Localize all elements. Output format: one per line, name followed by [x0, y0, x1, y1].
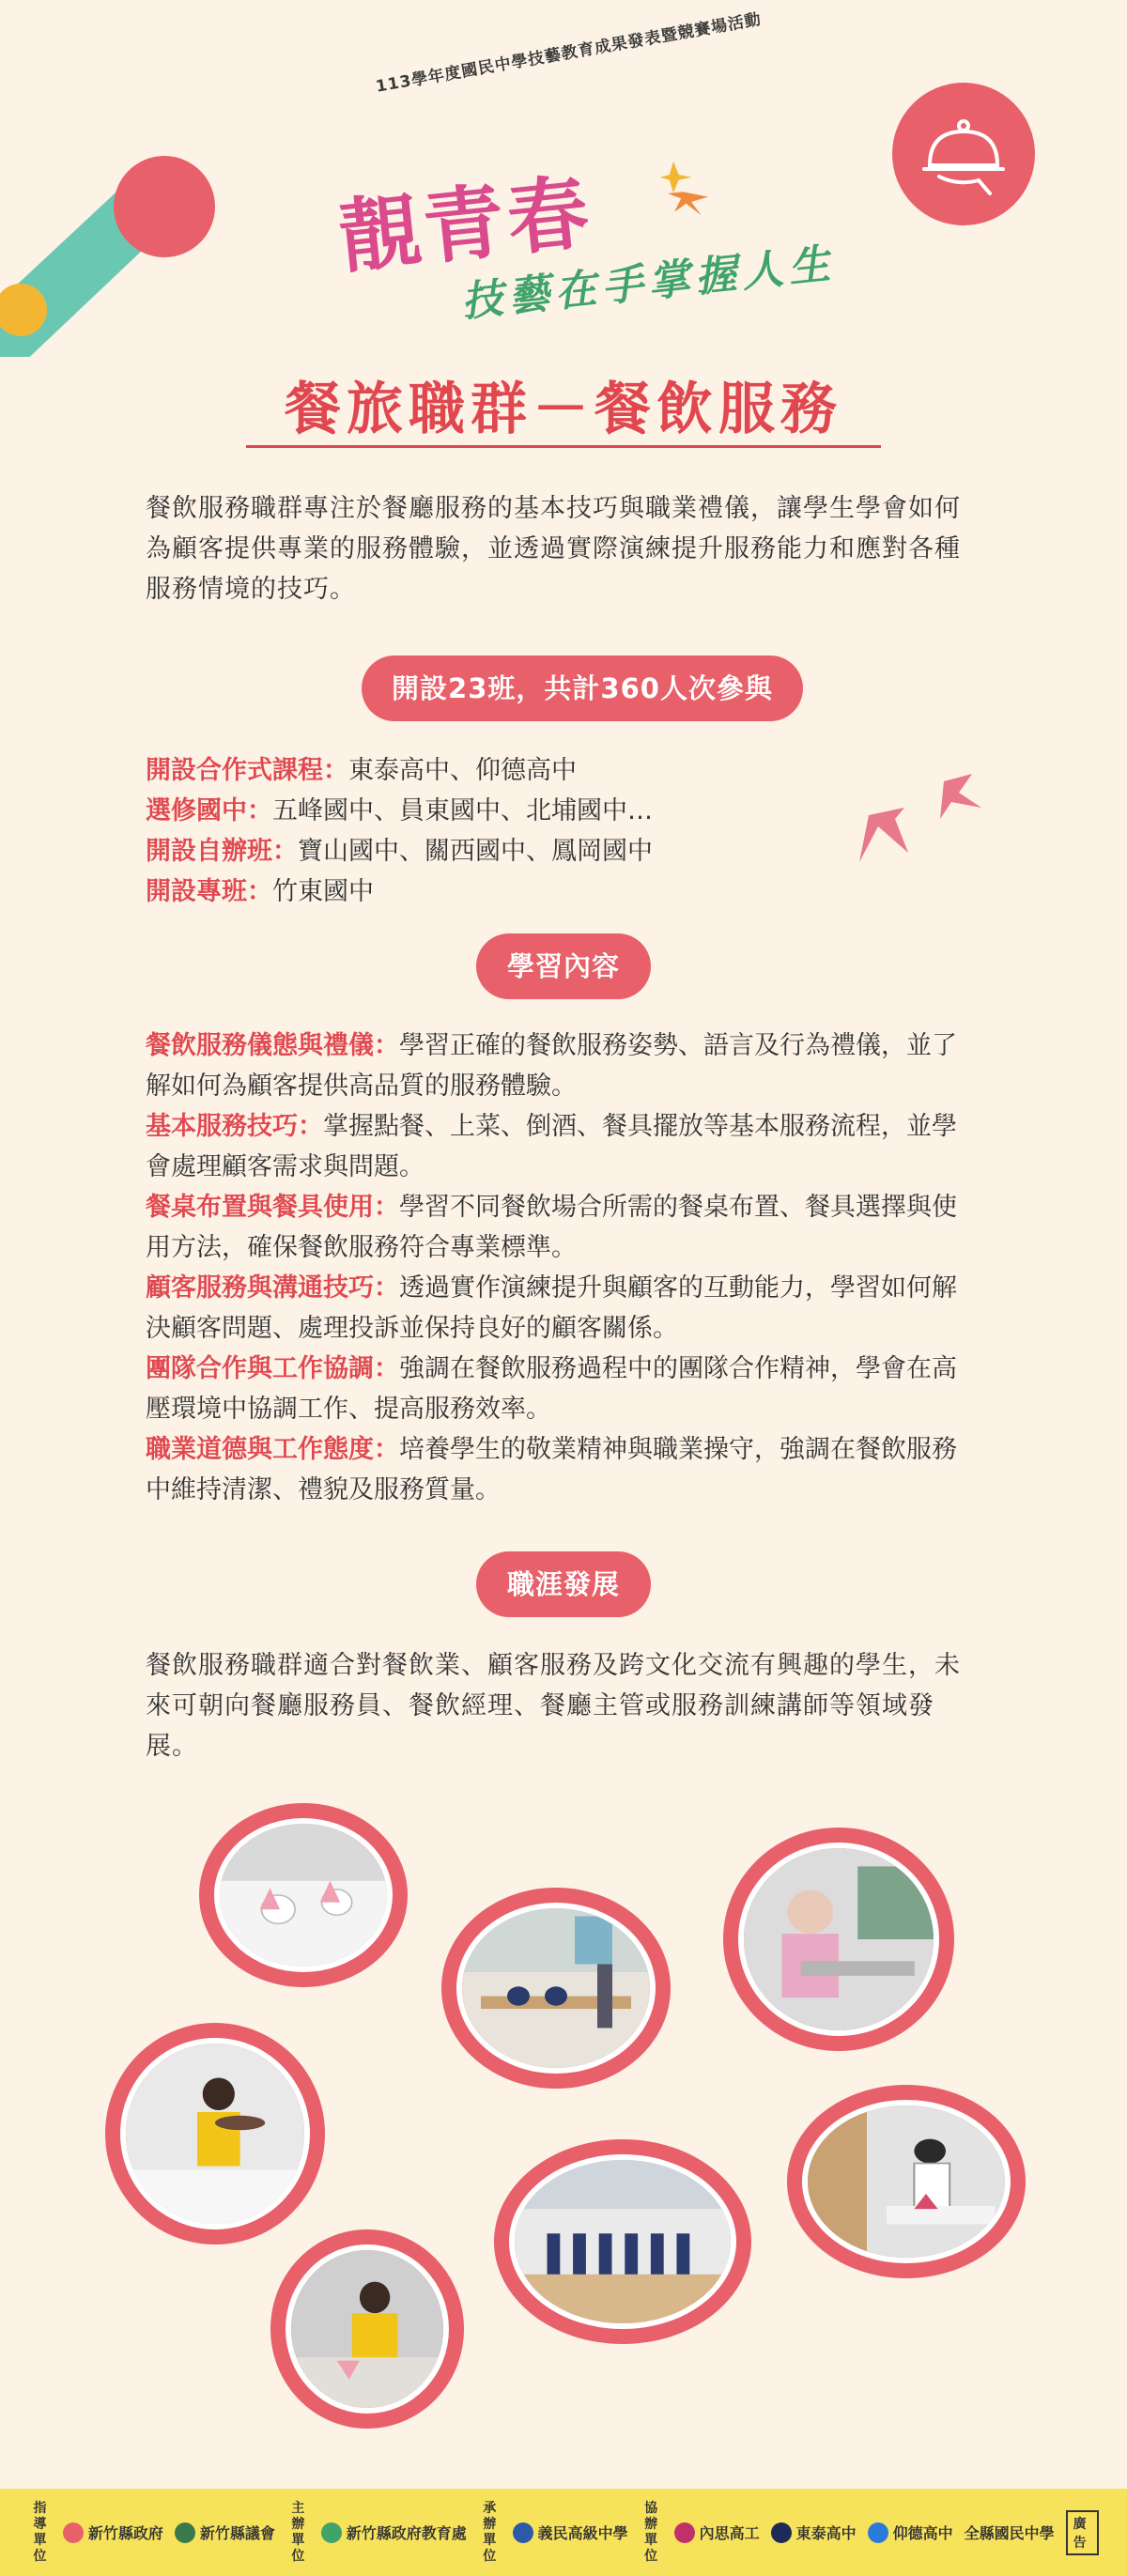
- page-title: 餐旅職群－餐飲服務: [285, 377, 842, 442]
- school-logo-icon: [674, 2522, 695, 2543]
- learning-item-value: 透過實作演練提升與顧客的互動能力，學習如何解決顧客問題、處理投訴並保持良好的顧客關係。: [146, 1273, 957, 1343]
- learning-list: [146, 1026, 981, 1510]
- assist-org: [965, 2522, 1055, 2543]
- learning-item-label: 餐桌布置與餐具使用：: [146, 1193, 399, 1222]
- organizer-role: 承辦單位: [483, 2500, 497, 2564]
- county-logo-icon: [63, 2522, 84, 2543]
- school-logo-icon: [868, 2522, 888, 2543]
- photo-students-lineup: [494, 2139, 751, 2344]
- photo-student-folding: [270, 2229, 464, 2429]
- schools-row-label: 開設專班：: [146, 877, 272, 906]
- photo-student-serving: [787, 2085, 1026, 2278]
- assist-role: 協辦單位: [644, 2500, 658, 2564]
- career-pill: 職涯發展: [476, 1551, 651, 1617]
- brand-title: 靚青春: [334, 164, 597, 285]
- host-role: 主辦單位: [291, 2500, 305, 2564]
- guide-org: [175, 2522, 275, 2543]
- photo-classroom: [441, 1888, 671, 2089]
- assist-org-name: 全縣國民中學: [964, 2524, 1055, 2542]
- learning-item: [146, 1026, 981, 1106]
- assist-org: [771, 2522, 857, 2543]
- sponsor-footer: [0, 2489, 1127, 2576]
- schools-row-label: 選修國中：: [146, 796, 272, 825]
- learning-item-value: 學習不同餐飲場合所需的餐桌布置、餐具選擇與使用方法，確保餐飲服務符合專業標準。: [146, 1193, 957, 1262]
- cloche-service-icon: [892, 83, 1035, 225]
- schools-row-value: 寶山國中、關西國中、鳳岡國中: [298, 837, 653, 866]
- council-logo-icon: [175, 2522, 195, 2543]
- guide-role: 指導單位: [33, 2500, 47, 2564]
- organizer-org: [513, 2522, 628, 2543]
- ad-label: 廣告: [1066, 2510, 1099, 2555]
- assist-org-name: 仰德高中: [892, 2524, 953, 2542]
- learning-item: [146, 1429, 981, 1510]
- guide-org-name: 新竹縣政府: [87, 2524, 163, 2542]
- host-org-name: 新竹縣政府教育處: [346, 2524, 467, 2542]
- schools-row-value: 竹東國中: [272, 877, 374, 906]
- schools-row-value: 東泰高中、仰德高中: [348, 756, 577, 785]
- education-logo-icon: [321, 2522, 342, 2543]
- arrow-decoration-icon: [850, 770, 991, 920]
- tagline: 技藝在手掌握人生: [458, 239, 839, 327]
- assist-org: [868, 2522, 953, 2543]
- yimin-logo-icon: [513, 2522, 533, 2543]
- learning-item: [146, 1268, 981, 1349]
- learning-item-value: 掌握點餐、上菜、倒酒、餐具擺放等基本服務流程，並學會處理顧客需求與問題。: [146, 1112, 957, 1181]
- comet-decoration: [0, 113, 225, 357]
- learning-pill: 學習內容: [476, 933, 651, 999]
- photo-student-napkin: [723, 1828, 954, 2051]
- learning-item: [146, 1349, 981, 1429]
- learning-item-value: 培養學生的敬業精神與職業操守，強調在餐飲服務中維持清潔、禮貌及服務質量。: [146, 1435, 957, 1504]
- sparkle-icon: [657, 160, 733, 225]
- learning-item-label: 團隊合作與工作協調：: [146, 1354, 399, 1383]
- organizer-org-name: 義民高級中學: [537, 2524, 628, 2542]
- classes-pill: 開設23班，共計360人次參與: [362, 656, 803, 721]
- learning-item-label: 顧客服務與溝通技巧：: [146, 1273, 399, 1303]
- guide-org-name: 新竹縣議會: [199, 2524, 275, 2542]
- assist-org: [674, 2522, 760, 2543]
- photo-student-tray: [105, 2023, 325, 2244]
- title-underline: [246, 445, 881, 448]
- learning-item: [146, 1187, 981, 1268]
- assist-org-name: 內思高工: [699, 2524, 760, 2542]
- learning-item-label: 職業道德與工作態度：: [146, 1435, 399, 1464]
- learning-item-value: 學習正確的餐飲服務姿勢、語言及行為禮儀，並了解如何為顧客提供高品質的服務體驗。: [146, 1031, 957, 1101]
- school-logo-icon: [771, 2522, 792, 2543]
- learning-item-label: 基本服務技巧：: [146, 1112, 323, 1141]
- career-paragraph: 餐飲服務職群適合對餐飲業、顧客服務及跨文化交流有興趣的學生，未來可朝向餐廳服務員、餐飲經理、餐廳主管或服務訓練講師等領域發展。: [146, 1651, 961, 1761]
- intro-paragraph: 餐飲服務職群專注於餐廳服務的基本技巧與職業禮儀，讓學生學會如何為顧客提供專業的服務體驗，並透過實際演練提升服務能力和應對各種服務情境的技巧。: [146, 494, 961, 604]
- assist-org-name: 東泰高中: [795, 2524, 857, 2542]
- schools-row-value: 五峰國中、員東國中、北埔國中…: [272, 796, 653, 825]
- schools-row-label: 開設合作式課程：: [146, 756, 348, 785]
- learning-item-value: 強調在餐飲服務過程中的團隊合作精神，學會在高壓環境中協調工作、提高服務效率。: [146, 1354, 957, 1424]
- photo-table-setting: [199, 1803, 408, 1987]
- guide-org: [63, 2522, 163, 2543]
- learning-item-label: 餐飲服務儀態與禮儀：: [146, 1031, 399, 1060]
- learning-item: [146, 1106, 981, 1187]
- host-org: [321, 2522, 467, 2543]
- event-subtitle: 113學年度國民中學技藝教育成果發表暨競賽場活動: [374, 9, 764, 97]
- schools-row-label: 開設自辦班：: [146, 837, 298, 866]
